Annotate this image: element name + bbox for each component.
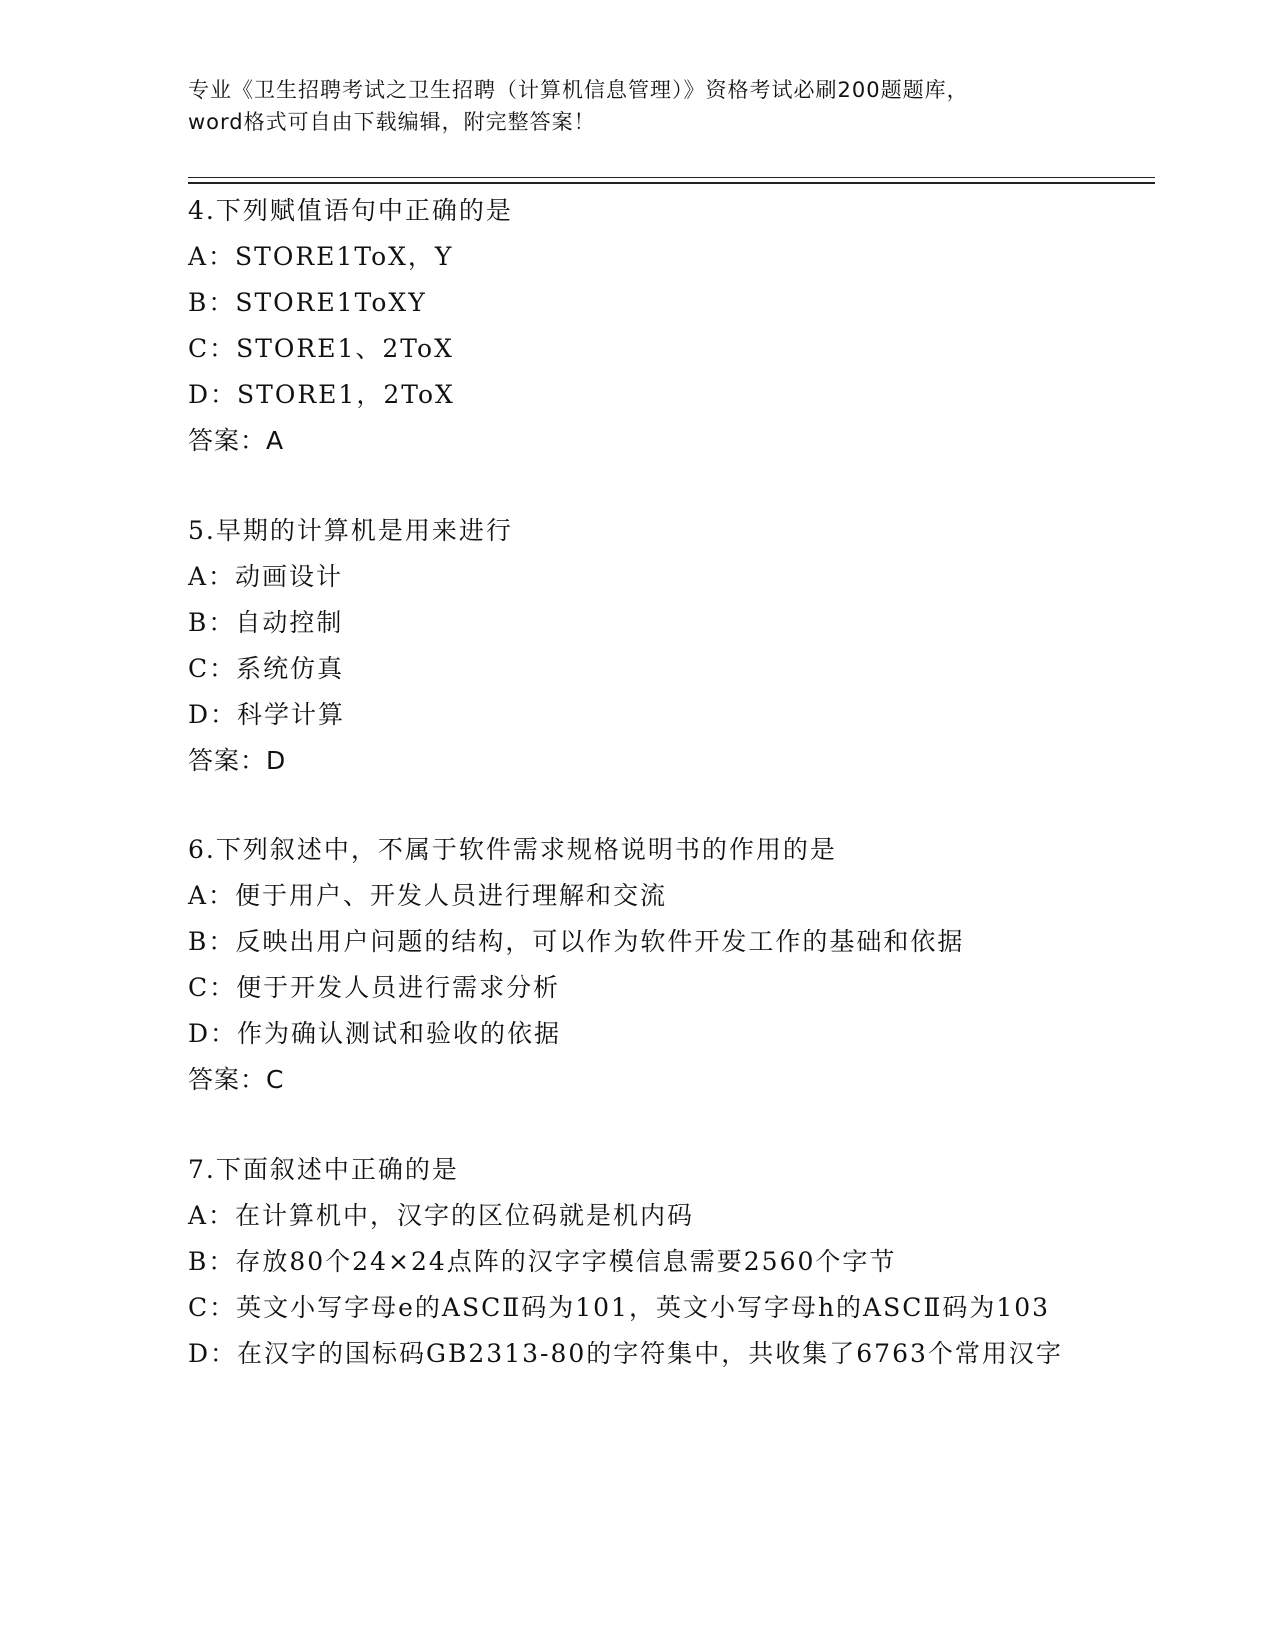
question-stem: 7.下面叙述中正确的是	[188, 1155, 459, 1184]
option-d: D：STORE1，2ToX	[188, 380, 455, 409]
header-title-line-1: 专业《卫生招聘考试之卫生招聘（计算机信息管理）》资格考试必刷200题题库，	[188, 78, 969, 102]
option-a: A：在计算机中，汉字的区位码就是机内码	[188, 1201, 695, 1230]
option-c: C：STORE1、2ToX	[188, 334, 454, 363]
option-c: C：便于开发人员进行需求分析	[188, 973, 561, 1002]
question-6	[188, 827, 1068, 1103]
option-a: A：便于用户、开发人员进行理解和交流	[188, 881, 668, 910]
question-stem: 5.早期的计算机是用来进行	[188, 516, 513, 545]
document-header	[188, 74, 1088, 138]
answer-line: 答案：A	[188, 426, 285, 455]
header-divider-thin	[188, 177, 1155, 178]
header-divider-thick	[188, 182, 1155, 184]
question-stem: 6.下列叙述中，不属于软件需求规格说明书的作用的是	[188, 835, 837, 864]
option-b: B：存放80个24×24点阵的汉字字模信息需要2560个字节	[188, 1247, 897, 1276]
option-c: C：英文小写字母e的ASCⅡ码为101，英文小写字母h的ASCⅡ码为103	[188, 1293, 1051, 1322]
question-stem: 4.下列赋值语句中正确的是	[188, 196, 513, 225]
option-b: B：STORE1ToXY	[188, 288, 427, 317]
option-c: C：系统仿真	[188, 654, 345, 683]
question-5	[188, 508, 1068, 784]
option-b: B：自动控制	[188, 608, 344, 637]
option-d: D：科学计算	[188, 700, 346, 729]
option-d: D：在汉字的国标码GB2313-80的字符集中，共收集了6763个常用汉字	[188, 1339, 1063, 1368]
header-title-line-2: word格式可自由下载编辑，附完整答案！	[188, 110, 596, 134]
question-7	[188, 1147, 1068, 1377]
answer-line: 答案：D	[188, 746, 287, 775]
option-d: D：作为确认测试和验收的依据	[188, 1019, 562, 1048]
question-4	[188, 188, 1068, 464]
answer-line: 答案：C	[188, 1065, 285, 1094]
option-b: B：反映出用户问题的结构，可以作为软件开发工作的基础和依据	[188, 927, 965, 956]
option-a: A：STORE1ToX，Y	[188, 242, 454, 271]
option-a: A：动画设计	[188, 562, 344, 591]
